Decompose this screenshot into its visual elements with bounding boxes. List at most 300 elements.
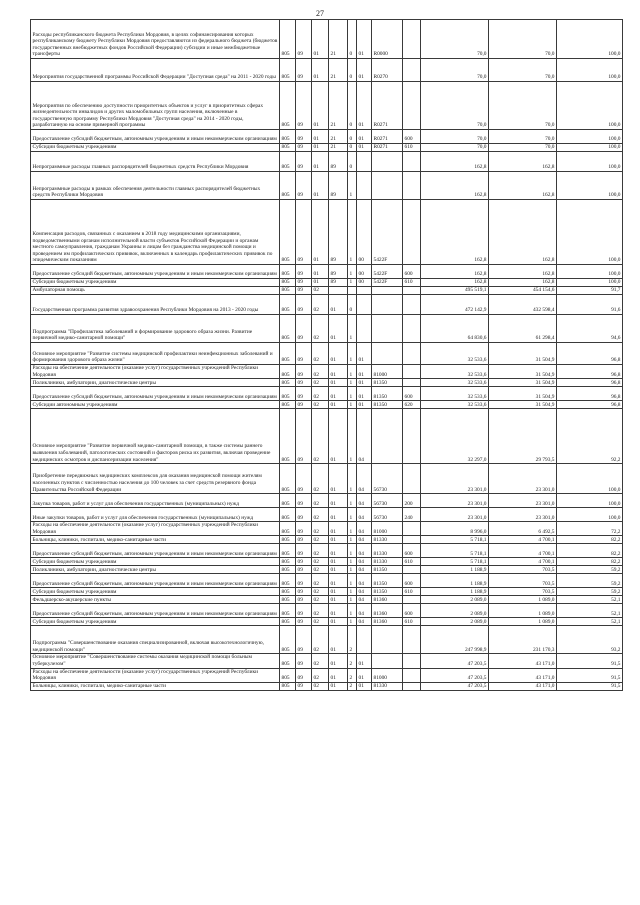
row-direction-code: 56730 — [372, 464, 403, 494]
row-planned-amount: 47 203,5 — [421, 668, 489, 682]
table-row — [31, 287, 623, 295]
row-gr-code: 805 — [280, 287, 296, 295]
row-planned-amount: 32 533,6 — [421, 365, 489, 379]
table-row — [31, 508, 623, 522]
row-subprogram-code: 1 — [348, 522, 357, 536]
row-execution-percent: 59,2 — [557, 588, 623, 596]
row-execution-percent: 100,0 — [557, 464, 623, 494]
row-expense-type-code — [403, 566, 421, 574]
row-direction-code: 81330 — [372, 558, 403, 566]
row-subsection-code: 02 — [312, 558, 329, 566]
row-executed-amount: 454 154,6 — [489, 287, 557, 295]
row-name: Предоставление субсидий бюджетным, автономным учреждениям и иным некоммерческим организациям — [31, 265, 280, 279]
row-expense-type-code — [403, 152, 421, 172]
row-planned-amount: 162,8 — [421, 152, 489, 172]
row-section-code: 09 — [296, 401, 312, 409]
table-row — [31, 200, 623, 265]
row-subsection-code: 01 — [312, 172, 329, 200]
row-direction-code: 81330 — [372, 536, 403, 544]
row-program-code: 89 — [329, 200, 348, 265]
row-direction-code — [372, 287, 403, 295]
row-execution-percent: 82,2 — [557, 544, 623, 558]
row-name: Предоставление субсидий бюджетным, автономным учреждениям и иным некоммерческим организациям — [31, 387, 280, 401]
row-event-code: 04 — [357, 558, 372, 566]
row-planned-amount: 23 301,0 — [421, 494, 489, 508]
row-expense-type-code — [403, 343, 421, 365]
row-execution-percent: 91,5 — [557, 668, 623, 682]
row-direction-code: 5422F — [372, 200, 403, 265]
row-planned-amount: 32 297,0 — [421, 409, 489, 464]
row-execution-percent: 59,2 — [557, 574, 623, 588]
row-section-code: 09 — [296, 82, 312, 130]
row-name: Амбулаторная помощь — [31, 287, 280, 295]
row-direction-code: 81350 — [372, 574, 403, 588]
row-subprogram-code: 1 — [348, 172, 357, 200]
row-expense-type-code — [403, 82, 421, 130]
row-direction-code: 81360 — [372, 604, 403, 618]
row-gr-code: 805 — [280, 130, 296, 144]
row-direction-code: 81360 — [372, 618, 403, 626]
row-event-code: 01 — [357, 144, 372, 152]
row-event-code — [357, 287, 372, 295]
row-execution-percent: 52,1 — [557, 596, 623, 604]
row-gr-code: 805 — [280, 522, 296, 536]
row-event-code: 01 — [357, 654, 372, 668]
row-subsection-code: 02 — [312, 544, 329, 558]
row-gr-code: 805 — [280, 508, 296, 522]
table-row — [31, 596, 623, 604]
row-section-code: 09 — [296, 200, 312, 265]
row-executed-amount: 432 598,4 — [489, 295, 557, 315]
row-expense-type-code: 610 — [403, 618, 421, 626]
table-row — [31, 409, 623, 464]
row-subsection-code: 02 — [312, 566, 329, 574]
row-program-code: 21 — [329, 20, 348, 59]
row-subprogram-code — [348, 287, 357, 295]
row-expense-type-code — [403, 365, 421, 379]
table-row — [31, 130, 623, 144]
row-execution-percent: 100,0 — [557, 20, 623, 59]
row-executed-amount: 70,0 — [489, 20, 557, 59]
row-direction-code: 5422F — [372, 265, 403, 279]
row-subsection-code: 01 — [312, 20, 329, 59]
row-section-code: 09 — [296, 387, 312, 401]
row-section-code: 09 — [296, 287, 312, 295]
row-planned-amount: 247 998,9 — [421, 626, 489, 654]
row-executed-amount: 43 171,0 — [489, 668, 557, 682]
row-expense-type-code — [403, 172, 421, 200]
row-event-code: 01 — [357, 682, 372, 690]
row-subsection-code: 02 — [312, 494, 329, 508]
row-program-code: 01 — [329, 464, 348, 494]
row-subsection-code: 02 — [312, 604, 329, 618]
row-program-code: 01 — [329, 522, 348, 536]
row-execution-percent: 100,0 — [557, 152, 623, 172]
row-subsection-code: 02 — [312, 409, 329, 464]
row-execution-percent: 96,8 — [557, 387, 623, 401]
row-program-code: 01 — [329, 387, 348, 401]
row-subprogram-code: 1 — [348, 618, 357, 626]
table-row — [31, 566, 623, 574]
row-subprogram-code: 1 — [348, 401, 357, 409]
row-direction-code — [372, 343, 403, 365]
row-subprogram-code: 0 — [348, 20, 357, 59]
row-subsection-code: 02 — [312, 522, 329, 536]
row-section-code: 09 — [296, 618, 312, 626]
row-executed-amount: 70,0 — [489, 130, 557, 144]
row-name: Государственная программа развития здравоохранения Республики Мордовия на 2013 - 2020 годы — [31, 295, 280, 315]
row-name: Расходы на обеспечение деятельности (оказание услуг) государственных учреждений Республики Мордовия — [31, 365, 280, 379]
row-execution-percent: 91,5 — [557, 654, 623, 668]
row-execution-percent: 91,5 — [557, 682, 623, 690]
row-name: Закупка товаров, работ и услуг для обеспечения государственных (муниципальных) нужд — [31, 494, 280, 508]
row-planned-amount: 32 533,6 — [421, 387, 489, 401]
row-planned-amount: 47 203,5 — [421, 654, 489, 668]
row-direction-code: 81330 — [372, 682, 403, 690]
row-expense-type-code — [403, 409, 421, 464]
table-row — [31, 315, 623, 343]
row-subprogram-code: 1 — [348, 279, 357, 287]
row-direction-code — [372, 409, 403, 464]
row-gr-code: 805 — [280, 558, 296, 566]
row-event-code — [357, 626, 372, 654]
row-section-code: 09 — [296, 379, 312, 387]
row-name: Поликлиники, амбулатории, диагностические центры — [31, 379, 280, 387]
row-planned-amount: 70,0 — [421, 144, 489, 152]
row-section-code: 09 — [296, 144, 312, 152]
row-section-code: 09 — [296, 152, 312, 172]
row-subprogram-code: 1 — [348, 566, 357, 574]
row-subsection-code: 02 — [312, 365, 329, 379]
budget-table — [30, 19, 623, 691]
row-program-code: 01 — [329, 668, 348, 682]
row-subprogram-code: 1 — [348, 387, 357, 401]
row-direction-code: R0270 — [372, 59, 403, 82]
row-section-code: 09 — [296, 604, 312, 618]
row-section-code: 09 — [296, 574, 312, 588]
row-executed-amount: 4 700,1 — [489, 536, 557, 544]
row-planned-amount: 1 188,9 — [421, 566, 489, 574]
row-program-code: 01 — [329, 508, 348, 522]
row-name: Основное мероприятие "Совершенствование системы оказания медицинской помощи больным туберкулезом" — [31, 654, 280, 668]
row-executed-amount: 703,5 — [489, 588, 557, 596]
row-name: Субсидии бюджетным учреждениям — [31, 588, 280, 596]
row-gr-code: 805 — [280, 343, 296, 365]
row-execution-percent: 100,0 — [557, 59, 623, 82]
row-event-code: 04 — [357, 588, 372, 596]
row-subprogram-code: 0 — [348, 59, 357, 82]
row-executed-amount: 162,8 — [489, 200, 557, 265]
row-name: Компенсация расходов, связанных с оказанием в 2018 году медицинскими организациями, подведомственными органам исполнительной власти субъектов Российской Федерации и органам местного самоуправления, гражданам Украины и лицам без гражданства медицинской помощи и проведением им профилактических прививок, включенных в календарь профилактических прививок по эпидемическим показаниям — [31, 200, 280, 265]
row-execution-percent: 100,0 — [557, 130, 623, 144]
row-program-code: 01 — [329, 401, 348, 409]
row-expense-type-code: 200 — [403, 494, 421, 508]
row-event-code: 04 — [357, 566, 372, 574]
row-executed-amount: 29 793,5 — [489, 409, 557, 464]
row-subprogram-code: 2 — [348, 682, 357, 690]
table-row — [31, 574, 623, 588]
row-gr-code: 805 — [280, 574, 296, 588]
row-executed-amount: 4 700,1 — [489, 558, 557, 566]
row-planned-amount: 5 718,1 — [421, 558, 489, 566]
row-planned-amount: 162,8 — [421, 172, 489, 200]
row-section-code: 09 — [296, 596, 312, 604]
row-name: Основное мероприятие "Развитие системы медицинской профилактики неинфекционных заболеваний и формирования здорового образа жизни" — [31, 343, 280, 365]
row-expense-type-code — [403, 287, 421, 295]
row-execution-percent: 100,0 — [557, 144, 623, 152]
row-gr-code: 805 — [280, 379, 296, 387]
row-executed-amount: 31 504,9 — [489, 365, 557, 379]
row-execution-percent: 96,8 — [557, 401, 623, 409]
row-subprogram-code: 0 — [348, 82, 357, 130]
row-executed-amount: 43 171,0 — [489, 682, 557, 690]
row-direction-code — [372, 295, 403, 315]
row-section-code: 09 — [296, 464, 312, 494]
row-subprogram-code: 0 — [348, 130, 357, 144]
row-execution-percent: 93,2 — [557, 626, 623, 654]
row-event-code: 01 — [357, 130, 372, 144]
row-event-code: 04 — [357, 596, 372, 604]
row-execution-percent: 96,8 — [557, 343, 623, 365]
row-gr-code: 805 — [280, 409, 296, 464]
row-program-code: 01 — [329, 596, 348, 604]
row-executed-amount: 31 504,9 — [489, 387, 557, 401]
row-expense-type-code — [403, 200, 421, 265]
row-section-code: 09 — [296, 265, 312, 279]
row-program-code: 01 — [329, 566, 348, 574]
row-section-code: 09 — [296, 588, 312, 596]
row-subprogram-code: 1 — [348, 604, 357, 618]
table-row — [31, 379, 623, 387]
row-executed-amount: 31 504,9 — [489, 343, 557, 365]
row-name: Предоставление субсидий бюджетным, автономным учреждениям и иным некоммерческим организациям — [31, 130, 280, 144]
row-name: Предоставление субсидий бюджетным, автономным учреждениям и иным некоммерческим организациям — [31, 604, 280, 618]
row-subprogram-code: 1 — [348, 200, 357, 265]
row-name: Поликлиники, амбулатории, диагностические центры — [31, 566, 280, 574]
budget-table-body — [31, 20, 623, 691]
row-direction-code: 81000 — [372, 365, 403, 379]
row-direction-code: 5422F — [372, 279, 403, 287]
row-gr-code: 805 — [280, 172, 296, 200]
row-executed-amount: 162,8 — [489, 152, 557, 172]
row-subprogram-code: 1 — [348, 508, 357, 522]
row-program-code: 21 — [329, 59, 348, 82]
table-row — [31, 668, 623, 682]
row-executed-amount: 703,5 — [489, 574, 557, 588]
row-execution-percent: 100,0 — [557, 200, 623, 265]
table-row — [31, 682, 623, 690]
row-section-code: 09 — [296, 668, 312, 682]
row-program-code: 01 — [329, 536, 348, 544]
table-row — [31, 522, 623, 536]
row-execution-percent: 52,1 — [557, 604, 623, 618]
row-subprogram-code: 0 — [348, 144, 357, 152]
row-expense-type-code: 600 — [403, 604, 421, 618]
row-section-code: 09 — [296, 343, 312, 365]
table-row — [31, 544, 623, 558]
row-event-code: 01 — [357, 20, 372, 59]
table-row — [31, 654, 623, 668]
table-row — [31, 144, 623, 152]
row-direction-code: R0271 — [372, 82, 403, 130]
row-execution-percent: 59,2 — [557, 566, 623, 574]
row-name: Иные закупки товаров, работ и услуг для обеспечения государственных (муниципальных) нужд — [31, 508, 280, 522]
row-direction-code: 81000 — [372, 668, 403, 682]
row-execution-percent: 82,2 — [557, 536, 623, 544]
row-expense-type-code — [403, 522, 421, 536]
row-section-code: 09 — [296, 508, 312, 522]
row-expense-type-code — [403, 59, 421, 82]
row-event-code: 00 — [357, 265, 372, 279]
row-execution-percent: 91,7 — [557, 287, 623, 295]
table-row — [31, 618, 623, 626]
row-section-code: 09 — [296, 130, 312, 144]
row-subsection-code: 02 — [312, 315, 329, 343]
row-planned-amount: 70,0 — [421, 82, 489, 130]
row-direction-code: 81350 — [372, 588, 403, 596]
row-name: Субсидии автономным учреждениям — [31, 401, 280, 409]
row-event-code: 01 — [357, 401, 372, 409]
row-section-code: 09 — [296, 172, 312, 200]
row-subsection-code: 01 — [312, 265, 329, 279]
table-row — [31, 152, 623, 172]
row-planned-amount: 23 301,0 — [421, 508, 489, 522]
row-direction-code: R0271 — [372, 144, 403, 152]
row-subsection-code: 02 — [312, 295, 329, 315]
row-name: Больницы, клиники, госпитали, медико-санитарные части — [31, 682, 280, 690]
row-direction-code — [372, 654, 403, 668]
row-name: Расходы на обеспечение деятельности (оказание услуг) государственных учреждений Республики Мордовия — [31, 668, 280, 682]
row-gr-code: 805 — [280, 626, 296, 654]
row-execution-percent: 91,6 — [557, 295, 623, 315]
row-program-code: 21 — [329, 144, 348, 152]
row-event-code — [357, 172, 372, 200]
row-gr-code: 805 — [280, 295, 296, 315]
row-expense-type-code — [403, 315, 421, 343]
row-subsection-code: 02 — [312, 618, 329, 626]
row-gr-code: 805 — [280, 200, 296, 265]
table-row — [31, 295, 623, 315]
row-subsection-code: 02 — [312, 668, 329, 682]
row-planned-amount: 5 718,1 — [421, 544, 489, 558]
table-row — [31, 365, 623, 379]
row-execution-percent: 100,0 — [557, 172, 623, 200]
row-subsection-code: 02 — [312, 596, 329, 604]
row-event-code: 01 — [357, 59, 372, 82]
row-event-code — [357, 295, 372, 315]
row-direction-code: 81360 — [372, 596, 403, 604]
row-gr-code: 805 — [280, 544, 296, 558]
row-event-code: 04 — [357, 536, 372, 544]
row-program-code: 01 — [329, 379, 348, 387]
row-expense-type-code: 610 — [403, 588, 421, 596]
row-executed-amount: 23 301,0 — [489, 508, 557, 522]
row-expense-type-code: 600 — [403, 265, 421, 279]
row-subprogram-code: 1 — [348, 365, 357, 379]
row-name: Субсидии бюджетным учреждениям — [31, 144, 280, 152]
row-subsection-code: 01 — [312, 130, 329, 144]
row-event-code: 04 — [357, 494, 372, 508]
row-subsection-code: 02 — [312, 682, 329, 690]
row-name: Предоставление субсидий бюджетным, автономным учреждениям и иным некоммерческим организациям — [31, 574, 280, 588]
row-gr-code: 805 — [280, 668, 296, 682]
row-planned-amount: 23 301,0 — [421, 464, 489, 494]
row-name: Подпрограмма "Профилактика заболеваний и формирование здорового образа жизни. Развитие первичной медико-санитарной помощи" — [31, 315, 280, 343]
row-executed-amount: 43 171,0 — [489, 654, 557, 668]
row-subprogram-code: 1 — [348, 558, 357, 566]
row-planned-amount: 472 142,9 — [421, 295, 489, 315]
row-program-code — [329, 287, 348, 295]
row-program-code: 89 — [329, 152, 348, 172]
row-subsection-code: 02 — [312, 287, 329, 295]
row-gr-code: 805 — [280, 596, 296, 604]
row-program-code: 01 — [329, 544, 348, 558]
row-planned-amount: 2 089,0 — [421, 596, 489, 604]
row-expense-type-code: 600 — [403, 130, 421, 144]
row-subsection-code: 02 — [312, 343, 329, 365]
row-subprogram-code: 1 — [348, 536, 357, 544]
row-direction-code: 81000 — [372, 522, 403, 536]
row-gr-code: 805 — [280, 59, 296, 82]
row-name: Приобретение передвижных медицинских комплексов для оказания медицинской помощи жителям населенных пунктов с численностью населения до 100 человек за счет средств резервного фонда Правительства Российской Федерации — [31, 464, 280, 494]
row-planned-amount: 64 830,6 — [421, 315, 489, 343]
row-name: Субсидии бюджетным учреждениям — [31, 618, 280, 626]
row-event-code: 04 — [357, 618, 372, 626]
row-planned-amount: 47 203,5 — [421, 682, 489, 690]
row-program-code: 01 — [329, 682, 348, 690]
row-gr-code: 805 — [280, 82, 296, 130]
table-row — [31, 494, 623, 508]
row-event-code: 01 — [357, 82, 372, 130]
row-program-code: 89 — [329, 265, 348, 279]
row-subsection-code: 01 — [312, 144, 329, 152]
row-expense-type-code — [403, 626, 421, 654]
table-row — [31, 401, 623, 409]
row-expense-type-code — [403, 295, 421, 315]
row-section-code: 09 — [296, 536, 312, 544]
row-executed-amount: 703,5 — [489, 566, 557, 574]
row-name: Расходы республиканского бюджета Республики Мордовия, в целях софинансирования которых республиканскому бюджету Республики Мордовия предоставляются из федерального бюджета (бюджетов государственных внебюджетных фондов Российской Федерации) субсидии и иные межбюджетные трансферты — [31, 20, 280, 59]
row-event-code: 01 — [357, 365, 372, 379]
row-execution-percent: 96,8 — [557, 379, 623, 387]
row-section-code: 09 — [296, 409, 312, 464]
row-planned-amount: 32 533,6 — [421, 343, 489, 365]
row-direction-code: 56730 — [372, 494, 403, 508]
row-subsection-code: 01 — [312, 279, 329, 287]
row-planned-amount: 1 188,9 — [421, 574, 489, 588]
row-subprogram-code: 1 — [348, 379, 357, 387]
row-section-code: 09 — [296, 654, 312, 668]
row-event-code — [357, 152, 372, 172]
row-subprogram-code: 0 — [348, 152, 357, 172]
row-direction-code: 81350 — [372, 566, 403, 574]
row-gr-code: 805 — [280, 654, 296, 668]
row-execution-percent: 100,0 — [557, 508, 623, 522]
row-section-code: 09 — [296, 365, 312, 379]
row-program-code: 21 — [329, 130, 348, 144]
row-subsection-code: 02 — [312, 401, 329, 409]
row-gr-code: 805 — [280, 401, 296, 409]
row-section-code: 09 — [296, 682, 312, 690]
row-execution-percent: 100,0 — [557, 279, 623, 287]
row-execution-percent: 82,2 — [557, 558, 623, 566]
table-row — [31, 536, 623, 544]
row-gr-code: 805 — [280, 152, 296, 172]
row-name: Основное мероприятие "Развитие первичной медико-санитарной помощи, в также системы раннего выявления заболеваний, патологических состояний и факторов риска их развития, включая проведение медицинских осмотров и диспансеризации населения" — [31, 409, 280, 464]
row-expense-type-code — [403, 682, 421, 690]
row-program-code: 89 — [329, 172, 348, 200]
row-subprogram-code: 1 — [348, 464, 357, 494]
